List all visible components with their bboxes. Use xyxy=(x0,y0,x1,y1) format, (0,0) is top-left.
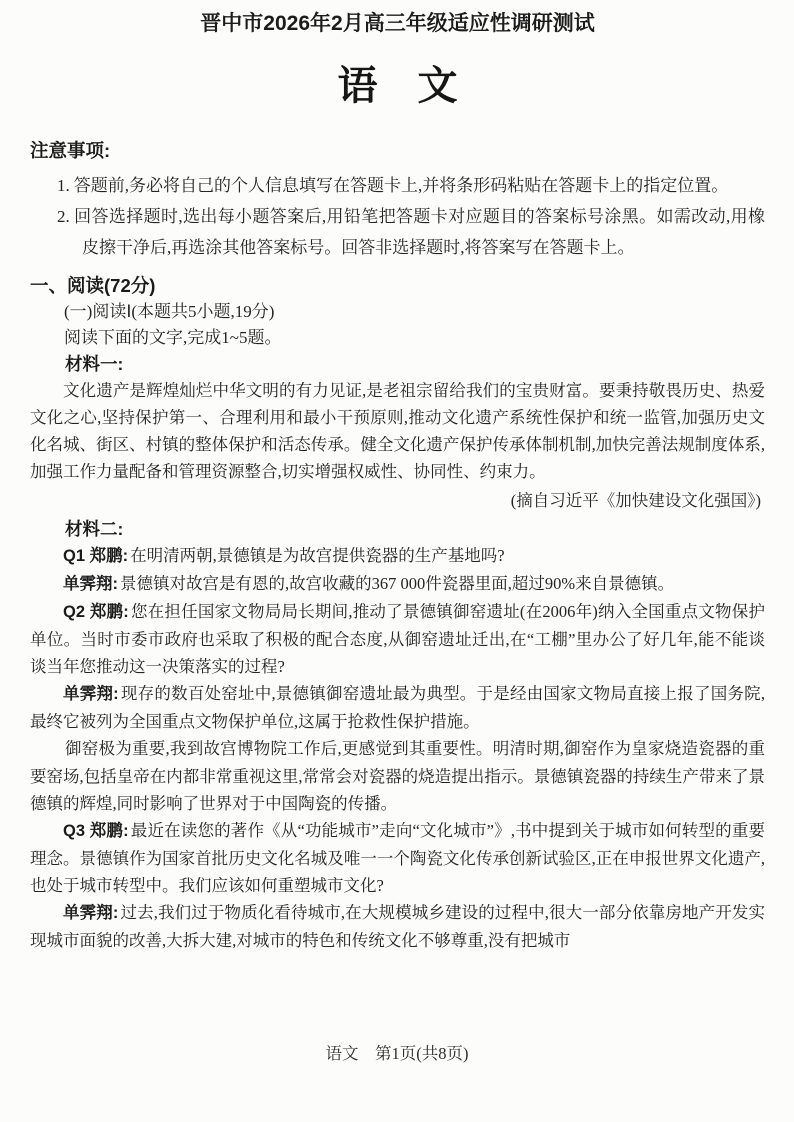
material-one-source: (摘自习近平《加快建设文化强国》) xyxy=(510,491,761,510)
dialogue-paragraph-q1 xyxy=(30,542,765,570)
dialogue-paragraph-a2-continued xyxy=(30,735,765,817)
reading-instruction: 阅读下面的文字,完成1~5题。 xyxy=(64,328,282,347)
speaker-label: Q1 郑鹏: xyxy=(63,547,129,565)
dialogue-text: 在明清两朝,景德镇是为故宫提供瓷器的生产基地吗? xyxy=(130,546,505,565)
part-one-title: (一)阅读Ⅰ(本题共5小题,19分) xyxy=(64,302,275,321)
subject-title: 语 文 xyxy=(337,64,458,108)
exam-header-title: 晋中市2026年2月高三年级适应性调研测试 xyxy=(200,12,595,35)
dialogue-text: 您在担任国家文物局局长期间,推动了景德镇御窑遗址(在2006年)纳入全国重点文物保护单位。当时市委市政府也采取了积极的配合态度,从御窑遗址迁出,在“工棚”里办公了好几年,能不能谈谈当年您推动这一决策落实的过程? xyxy=(30,602,765,676)
material-two-label: 材料二: xyxy=(65,519,124,539)
dialogue-paragraph-q2 xyxy=(30,598,765,680)
dialogue-paragraph-a2 xyxy=(30,680,765,735)
notice-item-text: 回答选择题时,选出每小题答案后,用铅笔把答题卡对应题目的答案标号涂黑。如需改动,用橡皮擦干净后,再选涂其他答案标号。回答非选择题时,将答案写在答题卡上。 xyxy=(73,207,765,257)
material-one-label: 材料一: xyxy=(65,354,124,374)
speaker-label: 单霁翔: xyxy=(63,685,119,703)
notice-item xyxy=(30,201,765,263)
dialogue-text: 最近在读您的著作《从“功能城市”走向“文化城市”》,书中提到关于城市如何转型的重要理念。景德镇作为国家首批历史文化名城及唯一一个陶瓷文化传承创新试验区,正在申报世界文化遗产,也处于城市转型中。我们应该如何重塑城市文化? xyxy=(30,821,766,895)
notice-item-text: 答题前,务必将自己的个人信息填写在答题卡上,并将条形码粘贴在答题卡上的指定位置。 xyxy=(73,176,729,195)
notice-heading: 注意事项: xyxy=(30,140,111,161)
page-footer xyxy=(0,1040,794,1064)
notice-section xyxy=(30,138,765,263)
dialogue-paragraph-a3 xyxy=(30,899,765,954)
dialogue-paragraph-a1 xyxy=(30,570,765,598)
speaker-label: Q3 郑鹏: xyxy=(63,822,129,840)
material-one-text: 文化遗产是辉煌灿烂中华文明的有力见证,是老祖宗留给我们的宝贵财富。要秉持敬畏历史、热爱文化之心,坚持保护第一、合理利用和最小干预原则,推动文化遗产系统性保护和统一监管,加强历史文化名城、街区、村镇的整体保护和活态传承。健全文化遗产保护传承体制机制,加快完善法规制度体系,加强工作力量配备和管理资源整合,切实增强权威性、协同性、约束力。 xyxy=(30,381,765,481)
dialogue-text: 现存的数百处窑址中,景德镇御窑遗址最为典型。于是经由国家文物局直接上报了国务院,最终它被列为全国重点文物保护单位,这属于抢救性保护措施。 xyxy=(30,684,766,731)
speaker-label: 单霁翔: xyxy=(63,904,119,922)
notice-item xyxy=(30,170,765,201)
speaker-label: Q2 郑鹏: xyxy=(63,603,129,621)
notice-item-number: 1. xyxy=(57,176,70,195)
dialogue-text: 御窑极为重要,我到故宫博物院工作后,更感觉到其重要性。明清时期,御窑作为皇家烧造瓷器的重要窑场,包括皇帝在内都非常重视这里,常常会对瓷器的烧造提出指示。景德镇瓷器的持续生产带来了景德镇的辉煌,同时影响了世界对于中国陶瓷的传播。 xyxy=(30,739,765,813)
speaker-label: 单霁翔: xyxy=(63,575,118,593)
page-footer-text: 语文 第1页(共8页) xyxy=(325,1044,469,1063)
notice-item-number: 2. xyxy=(57,207,70,226)
dialogue-text: 景德镇对故宫是有恩的,故宫收藏的367 000件瓷器里面,超过90%来自景德镇。 xyxy=(120,574,675,593)
section-one-title: 一、阅读(72分) xyxy=(30,275,156,296)
reading-section xyxy=(30,273,765,954)
dialogue-text: 过去,我们过于物质化看待城市,在大规模城乡建设的过程中,很大一部分依靠房地产开发实现城市面貌的改善,大拆大建,对城市的特色和传统文化不够尊重,没有把城市 xyxy=(30,903,766,950)
dialogue-paragraph-q3 xyxy=(30,817,765,899)
